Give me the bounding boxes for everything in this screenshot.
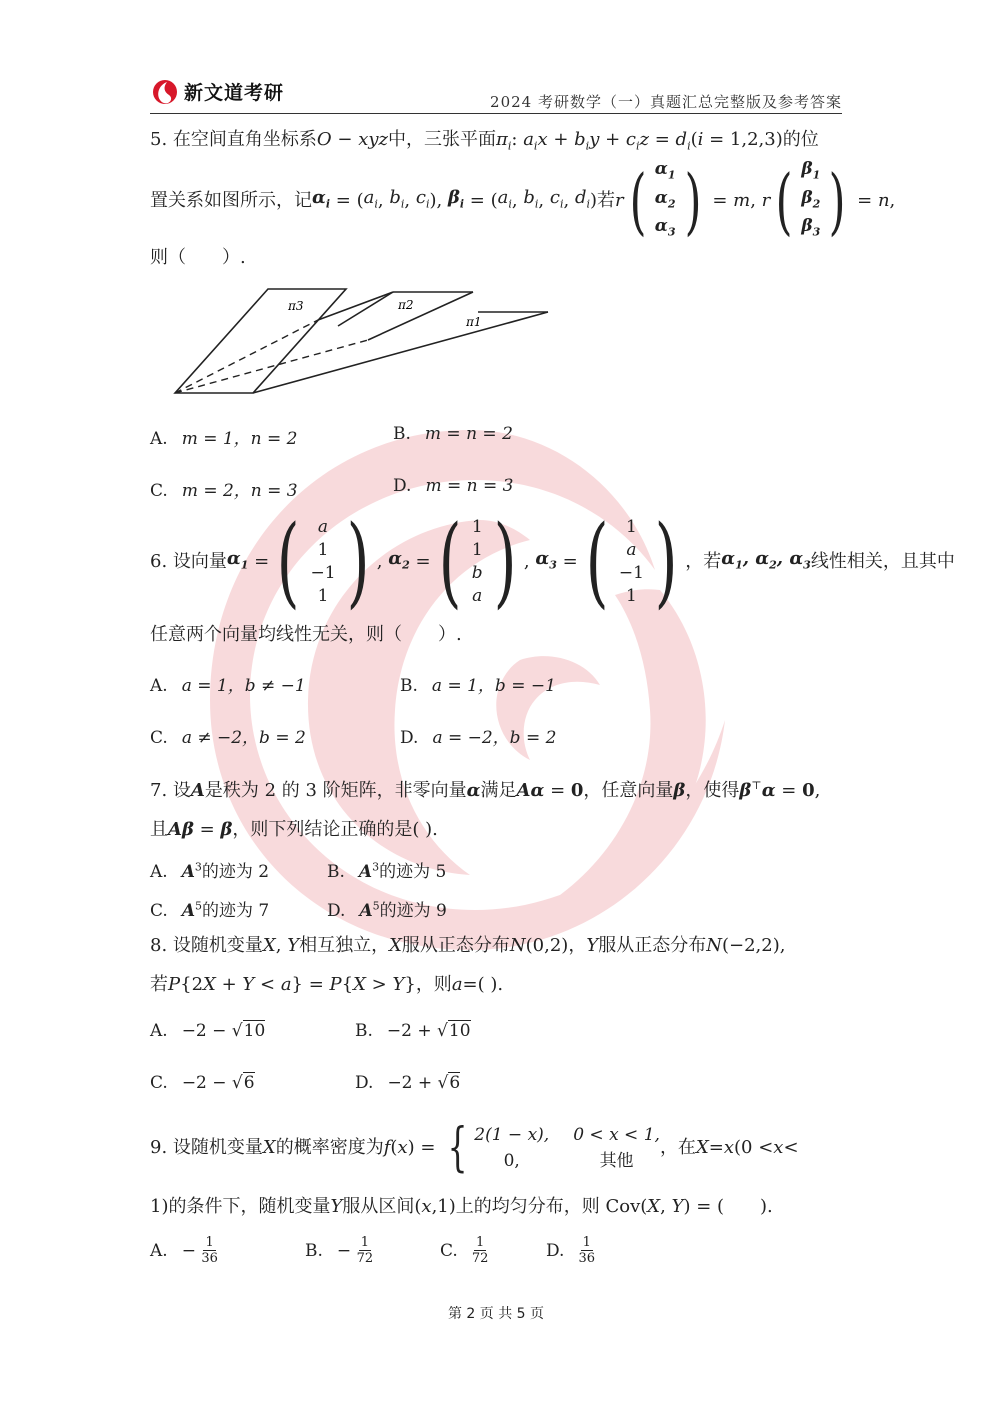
- q9-option-b[interactable]: B. − $\frac{1}{72}$: [305, 1235, 374, 1266]
- piecewise-cases: 2(1 − x), 0 < x < 1, 0, 其他: [474, 1125, 660, 1171]
- header-divider: [150, 113, 842, 114]
- q8-option-b[interactable]: B. −2 + √10: [355, 1021, 471, 1041]
- brand-name: 新文道考研: [184, 81, 285, 104]
- q7-option-d[interactable]: D. $A^5$的迹为 9: [327, 899, 447, 921]
- q8-line-1: 8. 设随机变量X, Y相互独立，X服从正态分布N(0,2)，Y服从正态分布N(−2,2),: [150, 935, 786, 956]
- label-pi3: π3: [288, 299, 304, 313]
- q5-option-c[interactable]: C. m = 2，n = 3: [150, 481, 298, 501]
- q6-option-b[interactable]: B. a = 1，b = −1: [400, 676, 556, 696]
- q5-option-d[interactable]: D. m = n = 3: [393, 476, 514, 496]
- plane-pi1-edge: [253, 312, 548, 393]
- q8-option-d[interactable]: D. −2 + √6: [355, 1073, 461, 1093]
- brand-flame-icon: [150, 76, 180, 106]
- q8-option-c[interactable]: C. −2 − √6: [150, 1073, 255, 1093]
- q6-option-c[interactable]: C. a ≠ −2，b = 2: [150, 728, 306, 748]
- q5-option-b[interactable]: B. m = n = 2: [393, 424, 513, 444]
- beta-column-matrix: ( $\beta_1$ $\beta_2$ $\beta_3$ ): [775, 159, 846, 243]
- q7-line-2: 且Aβ = β，则下列结论正确的是( ).: [150, 819, 438, 840]
- q8-line-2: 若P{2X + Y < a} = P{X > Y}，则a=( ).: [150, 974, 504, 995]
- q8-option-a[interactable]: A. −2 − √10: [150, 1021, 266, 1041]
- alpha-column-matrix: ( $\alpha_1$ $\alpha_2$ $\alpha_3$ ): [629, 159, 701, 243]
- q5-line-2: 置关系如图所示，记 $\alpha_i$ = ( $a_i$ , $b_i$ , $c_i$ ), $\beta_i$ = ( $a_i$ , $b_i$ , $c_i$ , $d_i$ ) 若 r ( $\alpha_1$ $\alpha_2$ $\alpha_3$ ) = m , r ( $\beta_1$ $\beta_2$ $\beta_3$ ) = n ,: [150, 159, 896, 243]
- planes-figure: [168, 282, 558, 400]
- q9-line-2: 1)的条件下，随机变量Y服从区间(x,1)上的均匀分布，则 Cov(X, Y) = ( ).: [150, 1196, 773, 1217]
- q9-option-d[interactable]: D. $\frac{1}{36}$: [546, 1235, 595, 1266]
- label-pi1: π1: [466, 315, 482, 329]
- q7-option-c[interactable]: C. $A^5$的迹为 7: [150, 899, 270, 921]
- q6-option-d[interactable]: D. a = −2，b = 2: [400, 728, 557, 748]
- q9-option-c[interactable]: C. $\frac{1}{72}$: [440, 1235, 489, 1266]
- dashed-line-2: [175, 340, 368, 393]
- document-title: 2024 考研数学（一）真题汇总完整版及参考答案: [490, 93, 842, 111]
- q7-line-1: 7. 设A是秩为 2 的 3 阶矩阵，非零向量α满足Aα = 0，任意向量β，使得β⊤α = 0,: [150, 779, 821, 801]
- piecewise-brace: {: [447, 1118, 468, 1178]
- q9-line-1: 9. 设随机变量 X 的概率密度为 f ( x ) = { 2(1 − x), 0 < x < 1, 0, 其他 ，在 X = x (0 < x <: [150, 1118, 799, 1178]
- q9-option-a[interactable]: A. − $\frac{1}{36}$: [150, 1235, 218, 1266]
- q6-line-1: 6. 设向量 $\alpha_1$ = ( a 1 −1 1 ) , $\alpha_2$ = ( 1 1 b a ) , $\alpha_3$ = ( 1 a −1 1 ) ，若 $\alpha_1$, $\alpha_2$, $\alpha_3$ 线性相关，且其中: [150, 505, 955, 619]
- q5-line-1: 5. 在空间直角坐标系O − xyz中，三张平面$\pi_i$: $a_ix + b_iy + c_iz = d_i(i = 1,2,3)$的位: [150, 129, 819, 153]
- q6-line-2: 任意两个向量均线性无关，则（ ）.: [150, 624, 462, 645]
- page-number: 第 2 页 共 5 页: [447, 1306, 545, 1322]
- plane-pi2-right: [368, 292, 473, 340]
- q5-option-a[interactable]: A. m = 1，n = 2: [150, 429, 298, 449]
- q7-option-b[interactable]: B. $A^3$的迹为 5: [327, 860, 447, 882]
- q5-line-3: 则（ ）.: [150, 247, 246, 268]
- q7-option-a[interactable]: A. $A^3$的迹为 2: [150, 860, 270, 882]
- vector-alpha3: ( 1 a −1 1 ): [585, 505, 678, 619]
- vector-alpha2: ( 1 1 b a ): [438, 505, 517, 619]
- dashed-line-1: [175, 320, 318, 393]
- vector-alpha1: ( a 1 −1 1 ): [276, 505, 370, 619]
- q6-option-a[interactable]: A. a = 1，b ≠ −1: [150, 676, 306, 696]
- brand-logo: [150, 75, 284, 107]
- plane-pi3: [175, 289, 346, 393]
- label-pi2: π2: [398, 298, 414, 312]
